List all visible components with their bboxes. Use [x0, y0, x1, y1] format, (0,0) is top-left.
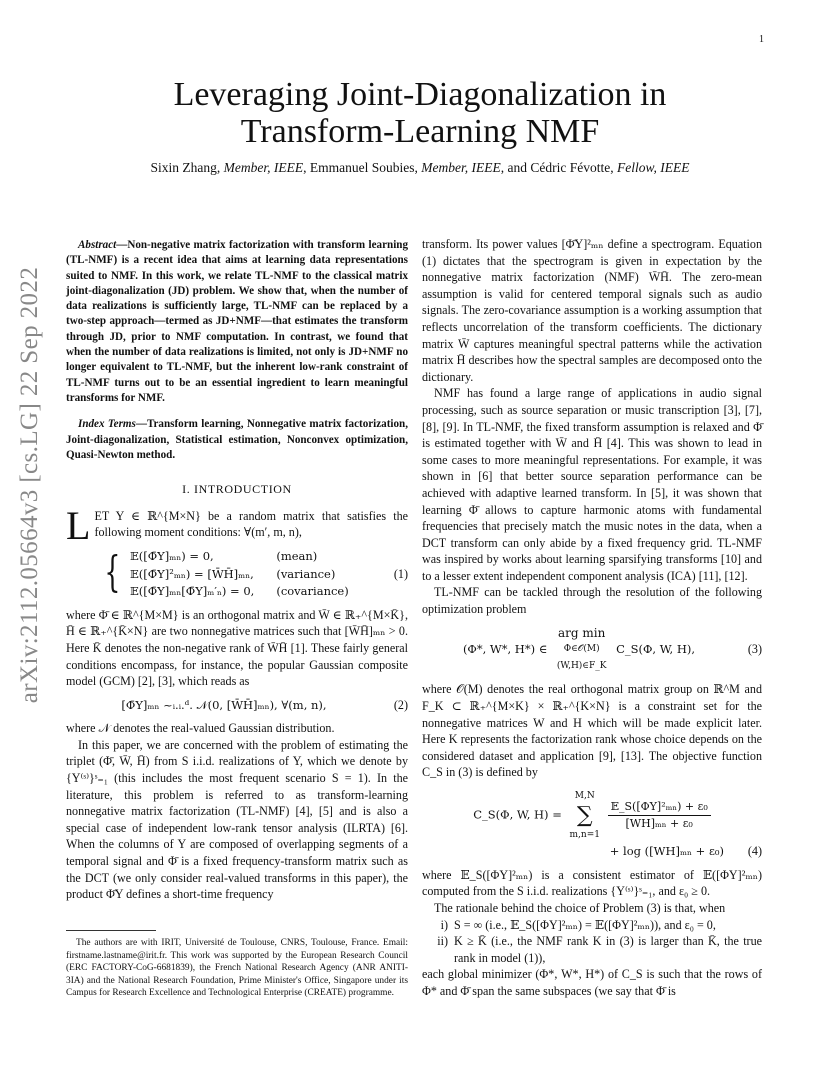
right-paragraph-2: NMF has found a large range of applications in audio signal processing, such as source separation or music transcription [3], [7], [8], [9]. In TL-NMF, the fixed transform assumption is relaxed and Φ̄ is estimated together with W̄ and H̄ [4]. This was shown to lead in some cases to more meaningful representations. For example, it was shown in [6] that better source separation performance can be achieved with adaptive learned transform. In [5], it was shown that learning Φ̄ allows to capture harmonic atoms with fundamental frequencies that precisely match the music notes in the data, when a DCT transform can only abide by a fixed frequency grid. TL-NMF was inspired by works about learning sparsifying transforms [10] and to a lesser extent independent component analysis (ICA) [11], [12]. — [422, 386, 762, 583]
index-terms-label: Index Terms — [78, 418, 136, 431]
right-column — [422, 236, 762, 1000]
summation — [570, 788, 600, 843]
fraction — [608, 799, 711, 833]
right-paragraph-1: transform. Its power values [Φ̄Y]²ₘₙ define a spectrogram. Equation (1) dictates that the spectrogram is given in expectation by the nonnegative matrix factorization (NMF) W̄H̄. The zero-mean assumption is valid for centered temporal signals such as audio signals. The zero-covariance assumption is a working assumption that reflects uncorrelation of the transform coefficients. The dictionary matrix W̄ captures meaningful spectral patterns while the activation matrix H̄ describes how the spectral samples are decomposed onto the dictionary. — [422, 237, 762, 384]
paper-title — [100, 76, 740, 150]
equation-4 — [422, 788, 762, 843]
left-column — [66, 238, 408, 903]
author-text: Sixin Zhang, — [150, 160, 224, 175]
argmin-subscript-1: Φ∈𝒪(M) — [563, 644, 600, 655]
eq1-expr-variance: 𝔼([Φ̄Y]²ₘₙ) = [W̄H̄]ₘₙ, — [130, 566, 254, 581]
eq1-label-mean: (mean) — [276, 548, 318, 563]
right-paragraph-7: each global minimizer (Φ*, W*, H*) of C_S is such that the rows of Φ* and Φ̄ span the same subspaces (we say that Φ̄ is — [422, 967, 762, 998]
footnote: The authors are with IRIT, Université de Toulouse, CNRS, Toulouse, France. Email: firstname.lastname@irit.fr. This work was supported by the European Research Council (ERC FACTORY-CoG-6681839), the French National Research Agency (ANR ANITI-3IA) and the National Research Foundation, Prime Minister's Office, Singapore under its Campus for Research Excellence and Technological Enterprise (CREATE) programme. — [66, 938, 408, 999]
author-title: Member, IEEE — [223, 160, 304, 175]
intro-paragraph-1 — [66, 502, 408, 548]
argmin-subscript-2: (W,H)∈F_K — [556, 660, 607, 671]
abstract-label: Abstract — [78, 239, 117, 251]
section-heading: I. INTRODUCTION — [182, 482, 292, 497]
list-item — [422, 933, 762, 966]
list-item-label: ii) — [437, 934, 448, 949]
right-paragraph-5: where 𝔼_S([ΦY]²ₘₙ) is a consistent estimator of 𝔼([ΦY]²ₘₙ) computed from the S i.i.d. realizations {Y⁽ˢ⁾}ˢ₌₁, and ε₀ ≥ 0. — [422, 867, 762, 899]
footnote-rule — [66, 930, 156, 931]
list-item-text: S = ∞ (i.e., 𝔼_S([ΦY]²ₘₙ) = 𝔼([ΦY]²ₘₙ)), and ε₀ = 0, — [454, 917, 716, 932]
equation-4-line-1 — [473, 788, 710, 843]
sum-upper-limit: M,N — [574, 791, 595, 801]
title-line-1: Leveraging Joint-Diagonalization in — [173, 76, 667, 113]
equation-4-continued — [422, 843, 762, 860]
author-text: , Emmanuel Soubies, — [303, 160, 422, 175]
index-terms — [66, 417, 408, 463]
argmin-label: arg min — [557, 625, 606, 640]
condition-list — [422, 917, 762, 967]
arxiv-stamp — [0, 266, 60, 704]
page-number: 1 — [759, 34, 764, 45]
eq1-label-variance: (variance) — [276, 566, 336, 581]
eq1-expr-mean: 𝔼([Φ̄Y]ₘₙ) = 0, — [130, 548, 214, 563]
drop-cap: L — [66, 502, 91, 548]
fraction-numerator: 𝔼_S([ΦY]²ₘₙ) + ε₀ — [608, 799, 711, 817]
author-title: Fellow, IEEE — [616, 160, 690, 175]
intro-text-1: ET Y ∈ ℝ^{M×N} be a random matrix that satisfies the following moment conditions: ∀(m′, m, n), — [94, 508, 408, 540]
equation-number: (2) — [393, 697, 408, 712]
abstract — [66, 238, 408, 406]
sum-lower-limit: m,n=1 — [569, 829, 600, 840]
left-brace: { — [104, 546, 121, 596]
abstract-text: —Non-negative matrix factorization with transform learning (TL-NMF) is a recent idea that aims at learning data representations suited to NMF. In this work, we relate TL-NMF to the classical matrix joint-diagonalization (JD) problem. We show that, when the number of data realizations is sufficiently large, TL-NMF can be replaced by a two-step approach—termed as JD+NMF—that estimates the transform through JD, prior to NMF computation. In contrast, we found that when the number of data realizations is limited, not only is JD+NMF no longer equivalent to TL-NMF, but the inherent low-rank constraint of TL-NMF turns out to be an essential ingredient to learn meaningful transforms for NMF. — [66, 239, 408, 404]
author-title: Member, IEEE — [421, 160, 501, 175]
right-paragraph-3: TL-NMF can be tackled through the resolution of the following optimization problem — [422, 585, 762, 617]
intro-paragraph-4: In this paper, we are concerned with the problem of estimating the triplet (Φ̄, W̄, H̄) from S i.i.d. realizations of Y, which we denote by {Y⁽ˢ⁾}ˢ₌₁ (this includes the most frequent scenario S = 1). In the literature, this problem is referred to as transform-learning nonnegative matrix factorization (TL-NMF) [4], [5] and is also a special case of independent low-rank tensor analysis (ILRTA) [6]. When the columns of Y are composed of overlapping segments of a temporal signal and Φ̄ is a fixed frequency-transform matrix such as the DCT (we only consider real-valued transforms in this paper), the product Φ̄Y defines a short-time frequency — [66, 737, 408, 902]
sigma-symbol: ∑ — [576, 802, 593, 828]
intro-paragraph-3: where 𝒩 denotes the real-valued Gaussian distribution. — [66, 721, 335, 736]
equation-number: (3) — [747, 642, 762, 657]
equation-2 — [66, 697, 408, 714]
argmin-operator — [557, 625, 607, 675]
eq4-lhs: C_S(Φ, W, H) = — [473, 807, 562, 822]
arxiv-identifier: arXiv:2112.05664v3 [cs.LG] 22 Sep 2022 — [16, 266, 44, 704]
eq3-lhs: (Φ*, W*, H*) ∈ — [462, 641, 548, 656]
intro-paragraph-2: where Φ̄ ∈ ℝ^{M×M} is an orthogonal matrix and W̄ ∈ ℝ₊^{M×K̄}, H̄ ∈ ℝ₊^{K̄×N} are two nonnegative matrices such that [W̄H̄]ₘₙ > 0. Here K̄ denotes the non-negative rank of W̄H̄ [1]. These fairly general conditions encompass, for instance, the popular Gaussian composite model (GCM) [2], [3], which reads as — [66, 607, 408, 689]
eq1-label-covariance: (covariance) — [276, 584, 349, 599]
right-paragraph-6: The rationale behind the choice of Problem (3) is that, when — [434, 900, 726, 915]
author-text: , and Cédric Févotte, — [500, 160, 617, 175]
eq3-rhs: C_S(Φ, W, H), — [616, 641, 696, 656]
title-line-2: Transform-Learning NMF — [240, 113, 600, 150]
equation-number: (1) — [393, 566, 408, 581]
equation-1-rows — [130, 548, 349, 600]
equation-1-cases — [99, 548, 348, 600]
equation-1 — [66, 548, 408, 600]
author-list — [80, 160, 760, 176]
equation-3 — [422, 625, 762, 675]
index-terms-text: —Transform learning, Nonnegative matrix factorization, Joint-diagonalization, Statistical estimation, Nonconvex optimization, Quasi-Newton method. — [66, 418, 408, 461]
equation-3-body — [463, 625, 695, 675]
list-item-label: i) — [440, 917, 448, 932]
list-item — [422, 917, 762, 934]
equation-4-line-2: + log ([WH]ₘₙ + ε₀) — [609, 844, 724, 859]
fraction-denominator: [WH]ₘₙ + ε₀ — [625, 817, 693, 831]
equation-2-body: [Φ̄Y]ₘₙ ~ᵢ.ᵢ.ᵈ. 𝒩(0, [W̄H̄]ₘₙ), ∀(m, n), — [121, 697, 327, 712]
list-item-text: K ≥ K̄ (i.e., the NMF rank K in (3) is larger than K̄, the true rank in model (1)), — [454, 934, 762, 965]
eq1-expr-covariance: 𝔼([Φ̄Y]ₘₙ[Φ̄Y]ₘ′ₙ) = 0, — [130, 584, 255, 599]
right-paragraph-4: where 𝒪(M) denotes the real orthogonal matrix group on ℝ^M and F_K ⊂ ℝ₊^{M×K} × ℝ₊^{K×N} is a constraint set for the nonnegative matrices W and H which will be made explicit later. Here K represents the factorization rank whose choice depends on the considered dataset and application [9], [13]. The objective function C_S in (3) is defined by — [422, 682, 762, 780]
equation-number: (4) — [747, 844, 762, 859]
